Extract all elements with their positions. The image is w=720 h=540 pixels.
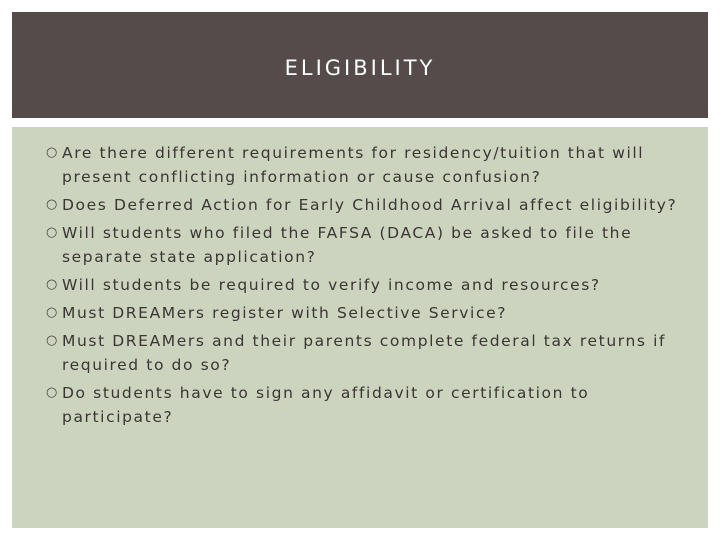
bullet-text: Will students who filed the FAFSA (DACA) be asked to file the separate state application? bbox=[62, 224, 633, 266]
list-item bbox=[46, 221, 706, 269]
bullet-text: Does Deferred Action for Early Childhood Arrival affect eligibility? bbox=[62, 196, 678, 214]
bullet-text: Will students be required to verify income and resources? bbox=[62, 276, 601, 294]
bullet-circle-icon: ○ bbox=[46, 145, 58, 160]
bullet-text: Must DREAMers and their parents complete federal tax returns if required to do so? bbox=[62, 332, 667, 374]
bullet-list bbox=[46, 141, 706, 433]
list-item bbox=[46, 381, 706, 429]
list-item bbox=[46, 273, 706, 297]
bullet-circle-icon: ○ bbox=[46, 225, 58, 240]
list-item bbox=[46, 193, 706, 217]
bullet-circle-icon: ○ bbox=[46, 277, 58, 292]
list-item bbox=[46, 301, 706, 325]
list-item bbox=[46, 141, 706, 189]
bullet-circle-icon: ○ bbox=[46, 333, 58, 348]
bullet-circle-icon: ○ bbox=[46, 305, 58, 320]
slide-title: ELIGIBILITY bbox=[284, 56, 436, 80]
list-item bbox=[46, 329, 706, 377]
bullet-text: Must DREAMers register with Selective Service? bbox=[62, 304, 508, 322]
bullet-text: Do students have to sign any affidavit or certification to participate? bbox=[62, 384, 590, 426]
bullet-circle-icon: ○ bbox=[46, 197, 58, 212]
bullet-circle-icon: ○ bbox=[46, 385, 58, 400]
bullet-text: Are there different requirements for residency/tuition that will present conflicting information or cause confusion? bbox=[62, 144, 645, 186]
